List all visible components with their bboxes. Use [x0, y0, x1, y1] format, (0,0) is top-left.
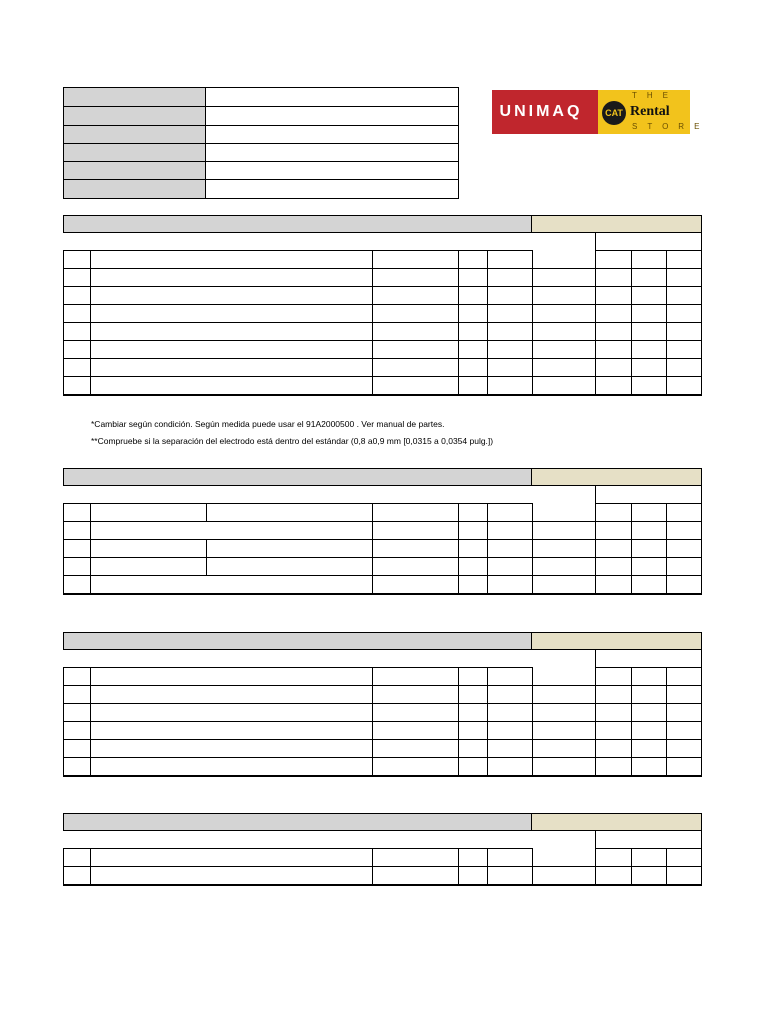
section-header-bar — [63, 215, 532, 233]
section-header-side — [531, 468, 702, 486]
company-logo — [492, 90, 710, 134]
grid-line — [90, 503, 91, 594]
info-row — [64, 126, 458, 144]
grid-line — [63, 575, 702, 576]
info-row — [64, 88, 458, 106]
grid-line — [63, 376, 702, 377]
grid-line — [63, 322, 702, 323]
grid-line — [63, 593, 702, 595]
grid-line — [372, 667, 373, 776]
grid-line — [631, 250, 632, 395]
grid-line — [63, 250, 64, 395]
checklist-section-4 — [63, 813, 702, 887]
grid-line — [63, 358, 702, 359]
info-row — [64, 162, 458, 180]
grid-line — [63, 539, 702, 540]
grid-line — [63, 340, 702, 341]
grid-line — [206, 503, 207, 521]
info-form — [63, 87, 459, 199]
checklist-section-2 — [63, 468, 702, 614]
grid-line — [596, 503, 702, 504]
grid-line — [90, 250, 91, 395]
info-label-cell — [64, 162, 206, 180]
info-label-cell — [64, 107, 206, 125]
grid-line — [63, 775, 702, 777]
grid-line — [63, 703, 702, 704]
grid-line — [596, 848, 702, 849]
grid-line — [596, 667, 702, 668]
grid-line — [90, 667, 91, 776]
grid-line — [206, 557, 207, 575]
grid-line — [596, 866, 702, 867]
grid-line — [487, 250, 488, 395]
info-row — [64, 107, 458, 125]
grid-line — [458, 503, 459, 594]
grid-line — [63, 304, 702, 305]
grid-line — [372, 250, 373, 395]
grid-line — [701, 250, 702, 395]
grid-line — [532, 848, 533, 885]
info-label-cell — [64, 144, 206, 162]
cat-badge-icon: CAT — [602, 101, 626, 125]
grid-line — [532, 667, 533, 776]
section-header-side — [531, 632, 702, 650]
grid-line — [372, 503, 373, 594]
note-1: *Cambiar según condición. Según medida puede usar el 91A2000500 . Ver manual de partes. — [91, 419, 445, 429]
grid-line — [458, 848, 459, 885]
grid-line — [487, 848, 488, 885]
grid-line — [372, 848, 373, 885]
logo-top-text: THE — [632, 91, 678, 100]
grid-line — [666, 503, 667, 594]
grid-line — [596, 250, 702, 251]
grid-line — [701, 503, 702, 594]
section-header-side — [531, 813, 702, 831]
grid-line — [487, 503, 488, 594]
grid-line — [63, 848, 532, 849]
section-header-bar — [63, 468, 532, 486]
grid-line — [63, 286, 702, 287]
grid-line — [666, 848, 667, 885]
grid-line — [595, 486, 596, 594]
grid-line — [63, 721, 702, 722]
grid-line — [631, 848, 632, 885]
grid-line — [487, 667, 488, 776]
grid-line — [666, 250, 667, 395]
grid-line — [63, 667, 532, 668]
section-header-bar — [63, 813, 532, 831]
grid-line — [206, 539, 207, 557]
grid-line — [701, 848, 702, 885]
info-label-cell — [64, 88, 206, 106]
grid-line — [701, 667, 702, 776]
grid-line — [90, 848, 91, 885]
grid-line — [596, 268, 702, 269]
section-header-side — [531, 215, 702, 233]
logo-bottom-text: STORE — [632, 122, 710, 131]
grid-line — [63, 503, 532, 504]
grid-line — [63, 250, 532, 251]
grid-line — [596, 521, 702, 522]
grid-line — [458, 250, 459, 395]
grid-line — [63, 739, 702, 740]
grid-line — [63, 757, 702, 758]
grid-line — [63, 394, 702, 396]
grid-line — [701, 486, 702, 503]
grid-line — [701, 831, 702, 848]
grid-line — [532, 503, 533, 594]
grid-line — [63, 667, 64, 776]
section-header-bar — [63, 632, 532, 650]
grid-line — [595, 233, 596, 395]
info-label-cell — [64, 180, 206, 198]
grid-line — [595, 831, 596, 885]
info-row — [64, 144, 458, 162]
grid-line — [666, 667, 667, 776]
grid-line — [596, 685, 702, 686]
note-2: **Compruebe si la separación del electrodo está dentro del estándar (0,8 a0,9 mm [0,0315 a 0,0354 pulg.]) — [91, 436, 494, 446]
logo-unimaq-text: UNIMAQ — [499, 103, 583, 120]
grid-line — [458, 667, 459, 776]
grid-line — [63, 557, 702, 558]
grid-line — [701, 650, 702, 667]
grid-line — [631, 503, 632, 594]
grid-line — [631, 667, 632, 776]
grid-line — [63, 503, 64, 594]
info-label-cell — [64, 126, 206, 144]
logo-rental-text: Rental — [630, 104, 670, 119]
grid-line — [595, 650, 596, 776]
grid-line — [63, 884, 702, 886]
checklist-section-3 — [63, 632, 702, 778]
grid-line — [63, 848, 64, 885]
checklist-section-1 — [63, 215, 702, 415]
grid-line — [532, 250, 533, 395]
grid-line — [701, 233, 702, 250]
info-row — [64, 180, 458, 198]
